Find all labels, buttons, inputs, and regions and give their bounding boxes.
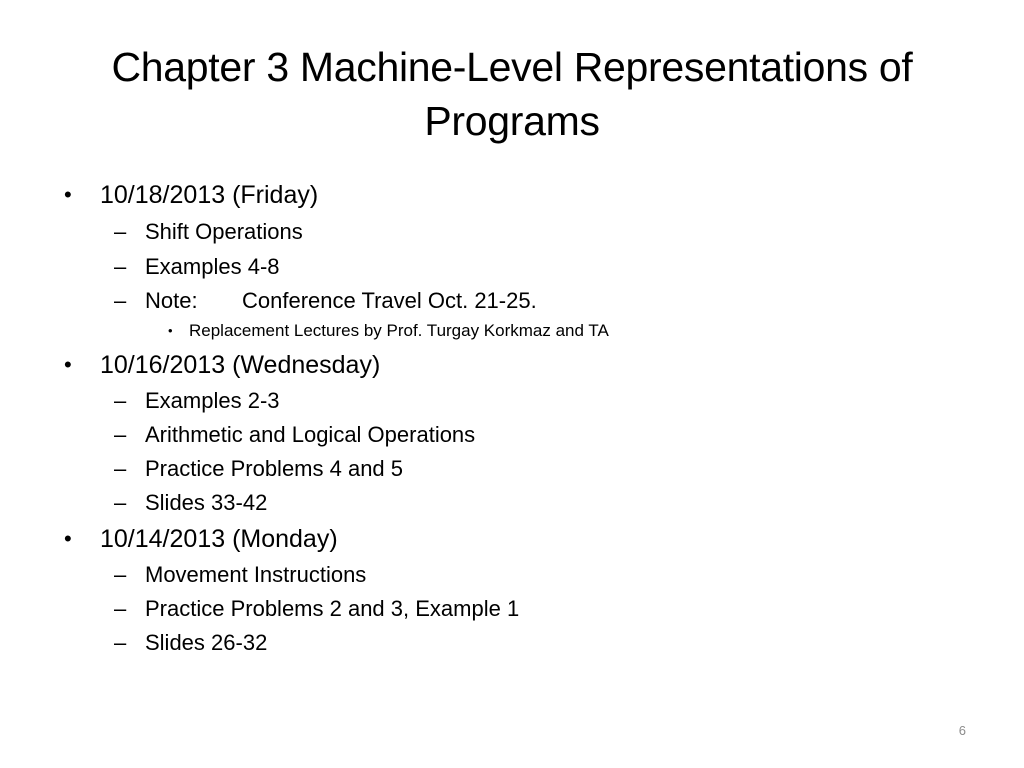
list-item-text: Slides 26-32 [145,630,268,655]
list-item-text: Slides 33-42 [145,490,268,515]
list-item-text: Examples 4-8 [145,254,280,279]
list-item-text: Shift Operations [145,219,303,244]
bullet-icon: • [64,352,72,377]
slide-title: Chapter 3 Machine-Level Representations of Programs [111,44,913,144]
page-number: 6 [958,723,966,738]
dash-icon: – [114,456,127,481]
dash-icon: – [114,254,127,279]
session-date: 10/16/2013 (Wednesday) [100,351,381,379]
session-date: 10/14/2013 (Monday) [100,525,338,553]
dash-icon: – [114,422,127,447]
bullet-icon: • [64,526,72,551]
list-item-text: Examples 2-3 [145,388,280,413]
dash-icon: – [114,596,127,621]
bullet-icon: • [168,323,173,338]
list-item-text: Conference Travel Oct. 21-25. [242,288,537,313]
note-label: Note: [145,288,198,313]
dash-icon: – [114,562,127,587]
dash-icon: – [114,630,127,655]
bullet-icon: • [64,182,72,207]
dash-icon: – [114,288,127,313]
dash-icon: – [114,490,127,515]
dash-icon: – [114,388,127,413]
list-item-text: Movement Instructions [145,562,367,587]
dash-icon: – [114,219,127,244]
sub-note-text: Replacement Lectures by Prof. Turgay Korkmaz and TA [189,321,609,340]
list-item-text: Practice Problems 2 and 3, Example 1 [145,596,520,621]
session-date: 10/18/2013 (Friday) [100,181,319,209]
list-item-text: Practice Problems 4 and 5 [145,456,404,481]
list-item-text: Arithmetic and Logical Operations [145,422,476,447]
